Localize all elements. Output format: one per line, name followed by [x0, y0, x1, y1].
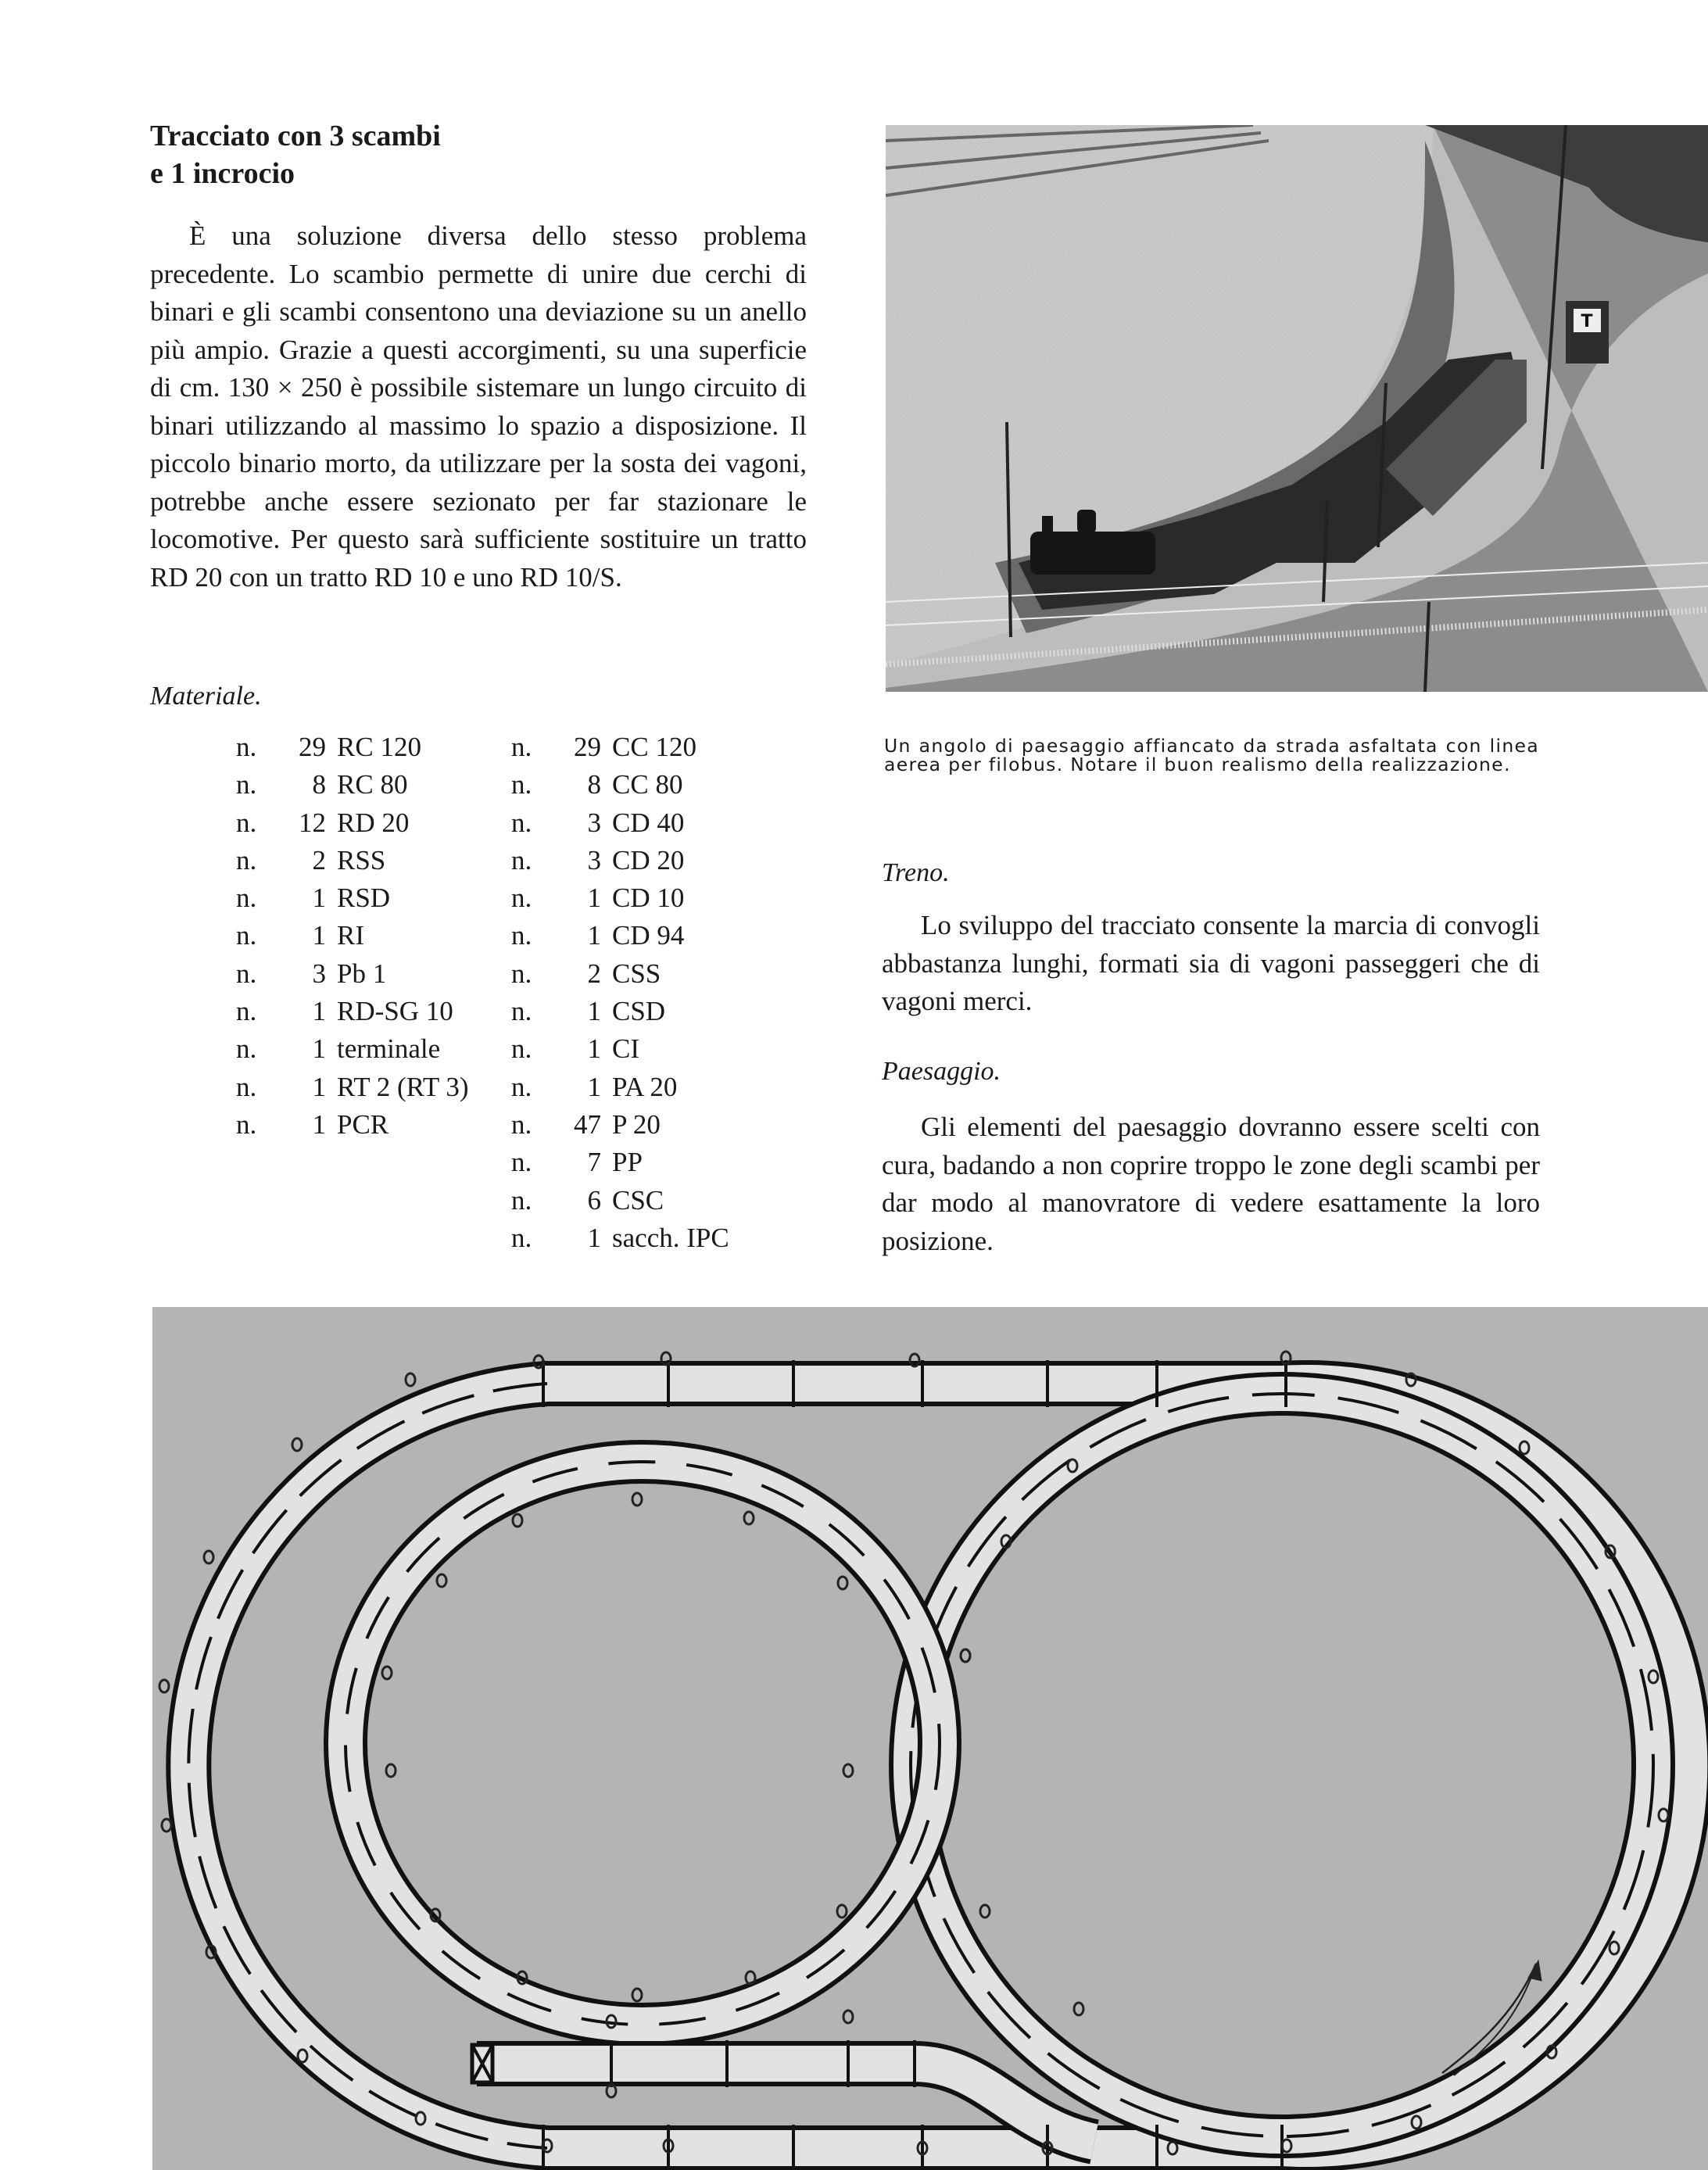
materiale-qty: 12: [299, 807, 326, 838]
materiale-prefix: n.: [236, 807, 257, 838]
materiale-heading: Materiale.: [150, 682, 262, 711]
materiale-list-left: [236, 729, 469, 1144]
inner-left-ring-track: [346, 1462, 940, 2025]
materiale-item-code: CSS: [612, 958, 661, 989]
title-line-2: e 1 incrocio: [150, 157, 295, 190]
materiale-prefix: n.: [236, 1033, 257, 1065]
materiale-qty: 47: [574, 1108, 601, 1140]
materiale-item-code: RC 80: [337, 769, 408, 800]
materiale-prefix: n.: [236, 1071, 257, 1102]
paesaggio-paragraph: [882, 1108, 1540, 1260]
materiale-prefix: n.: [236, 958, 257, 989]
track-plan-svg: [152, 1307, 1708, 2170]
materiale-qty: 8: [587, 769, 601, 800]
right-ring-track: [911, 1394, 1653, 2136]
materiale-qty: 1: [312, 1108, 326, 1140]
materiale-prefix: n.: [511, 1071, 532, 1102]
materiale-item: [236, 766, 469, 804]
materiale-item: [511, 804, 729, 842]
materiale-qty: 8: [312, 769, 326, 800]
materiale-prefix: n.: [236, 883, 257, 914]
materiale-item: [236, 729, 469, 766]
materiale-item-code: RSS: [337, 844, 386, 876]
materiale-item: [511, 1219, 729, 1257]
materiale-prefix: n.: [236, 996, 257, 1027]
materiale-qty: 1: [312, 883, 326, 914]
materiale-item-code: RSD: [337, 883, 391, 914]
materiale-item-code: CC 80: [612, 769, 683, 800]
materiale-item: [511, 1182, 729, 1219]
track-plan-diagram: [152, 1307, 1708, 2170]
materiale-item-code: RT 2 (RT 3): [337, 1071, 469, 1102]
paesaggio-text: Gli elementi del paesaggio dovranno essere scelti con cura, badando a non coprire troppo le zone degli scambi per dar modo al manovratore di vedere esattamente la loro posizione.: [882, 1112, 1540, 1256]
materiale-item: [511, 729, 729, 766]
materiale-item-code: Pb 1: [337, 958, 387, 989]
materiale-item-code: CSC: [612, 1184, 664, 1216]
materiale-item-code: CD 40: [612, 807, 685, 838]
materiale-prefix: n.: [511, 1184, 532, 1216]
materiale-qty: 1: [312, 1033, 326, 1065]
materiale-item: [511, 955, 729, 993]
materiale-prefix: n.: [511, 958, 532, 989]
materiale-item: [236, 804, 469, 842]
materiale-qty: 1: [587, 1222, 601, 1253]
materiale-item: [236, 993, 469, 1030]
materiale-item-code: CI: [612, 1033, 639, 1065]
materiale-item: [236, 1069, 469, 1106]
materiale-item-code: CD 20: [612, 844, 685, 876]
materiale-prefix: n.: [236, 769, 257, 800]
materiale-item: [511, 1144, 729, 1181]
layout-photo: [886, 125, 1708, 692]
materiale-item-code: CC 120: [612, 732, 696, 762]
materiale-list-right: [511, 729, 729, 1257]
materiale-item-code: RC 120: [337, 732, 421, 762]
materiale-qty: 1: [587, 1071, 601, 1102]
materiale-item-code: PP: [612, 1147, 643, 1178]
materiale-item: [511, 842, 729, 879]
materiale-prefix: n.: [511, 1222, 532, 1253]
materiale-item: [511, 879, 729, 917]
materiale-item-code: RD-SG 10: [337, 996, 453, 1027]
paesaggio-heading: Paesaggio.: [882, 1057, 1001, 1086]
materiale-qty: 1: [312, 996, 326, 1027]
materiale-qty: 1: [312, 920, 326, 951]
intro-text: È una soluzione diversa dello stesso problema precedente. Lo scambio permette di unire due cerchi di binari e gli scambi consentono una deviazione su un anello più ampio. Grazie a questi accorgimenti, su una superficie di cm. 130 × 250 è possibile sistemare un lungo circuito di binari utilizzando al massimo lo spazio a disposizione. Il piccolo binario morto, da utilizzare per la sosta dei vagoni, potrebbe anche essere sezionato per far stazionare le locomotive. Per questo sarà sufficiente sostituire un tratto RD 20 con un tratto RD 10 e uno RD 10/S.: [150, 220, 807, 593]
materiale-prefix: n.: [511, 996, 532, 1027]
materiale-item: [511, 993, 729, 1030]
treno-text: Lo sviluppo del tracciato consente la marcia di convogli abbastanza lunghi, formati sia di vagoni passeggeri che di vagoni merci.: [882, 910, 1540, 1016]
materiale-qty: 3: [587, 844, 601, 876]
materiale-item: [511, 917, 729, 954]
photo-caption: Un angolo di paesaggio affiancato da strada asfaltata con linea aerea per filobus. Notare il buon realismo della realizzazione.: [884, 735, 1539, 775]
materiale-qty: 3: [312, 958, 326, 989]
materiale-prefix: n.: [511, 883, 532, 914]
materiale-prefix: n.: [236, 1108, 257, 1140]
materiale-prefix: n.: [236, 732, 257, 762]
materiale-item: [236, 842, 469, 879]
materiale-prefix: n.: [511, 769, 532, 800]
materiale-prefix: n.: [236, 844, 257, 876]
materiale-prefix: n.: [236, 920, 257, 951]
materiale-qty: 1: [587, 883, 601, 914]
materiale-item-code: CSD: [612, 996, 666, 1027]
materiale-item: [511, 1030, 729, 1068]
materiale-item: [236, 879, 469, 917]
materiale-item-code: CD 94: [612, 920, 685, 951]
materiale-prefix: n.: [511, 807, 532, 838]
materiale-item-code: sacch. IPC: [612, 1222, 729, 1253]
materiale-item: [236, 1030, 469, 1068]
materiale-qty: 2: [587, 958, 601, 989]
materiale-item: [236, 917, 469, 954]
materiale-prefix: n.: [511, 732, 532, 762]
materiale-qty: 29: [299, 732, 326, 762]
materiale-prefix: n.: [511, 1147, 532, 1178]
materiale-qty: 2: [312, 844, 326, 876]
materiale-item-code: RI: [337, 920, 364, 951]
train-photo-illustration: [886, 125, 1708, 692]
materiale-item: [236, 1106, 469, 1144]
materiale-item: [511, 1106, 729, 1144]
intro-paragraph: [150, 217, 807, 596]
materiale-qty: 1: [587, 1033, 601, 1065]
materiale-item-code: CD 10: [612, 883, 685, 914]
materiale-item: [511, 766, 729, 804]
materiale-qty: 1: [587, 920, 601, 951]
article-title: [150, 117, 441, 192]
materiale-qty: 6: [587, 1184, 601, 1216]
materiale-qty: 29: [574, 732, 601, 762]
materiale-item: [511, 1069, 729, 1106]
materiale-item-code: RD 20: [337, 807, 410, 838]
materiale-prefix: n.: [511, 844, 532, 876]
materiale-item-code: terminale: [337, 1033, 441, 1065]
materiale-prefix: n.: [511, 1033, 532, 1065]
treno-heading: Treno.: [882, 858, 950, 887]
materiale-item-code: PA 20: [612, 1071, 678, 1102]
materiale-qty: 1: [587, 996, 601, 1027]
materiale-prefix: n.: [511, 1108, 532, 1140]
treno-paragraph: [882, 907, 1540, 1021]
svg-text:T: T: [1581, 312, 1593, 331]
title-line-1: Tracciato con 3 scambi: [150, 120, 441, 152]
materiale-qty: 3: [587, 807, 601, 838]
materiale-item-code: PCR: [337, 1108, 389, 1140]
materiale-item-code: P 20: [612, 1108, 661, 1140]
materiale-qty: 1: [312, 1071, 326, 1102]
materiale-prefix: n.: [511, 920, 532, 951]
materiale-qty: 7: [587, 1147, 601, 1178]
materiale-item: [236, 955, 469, 993]
